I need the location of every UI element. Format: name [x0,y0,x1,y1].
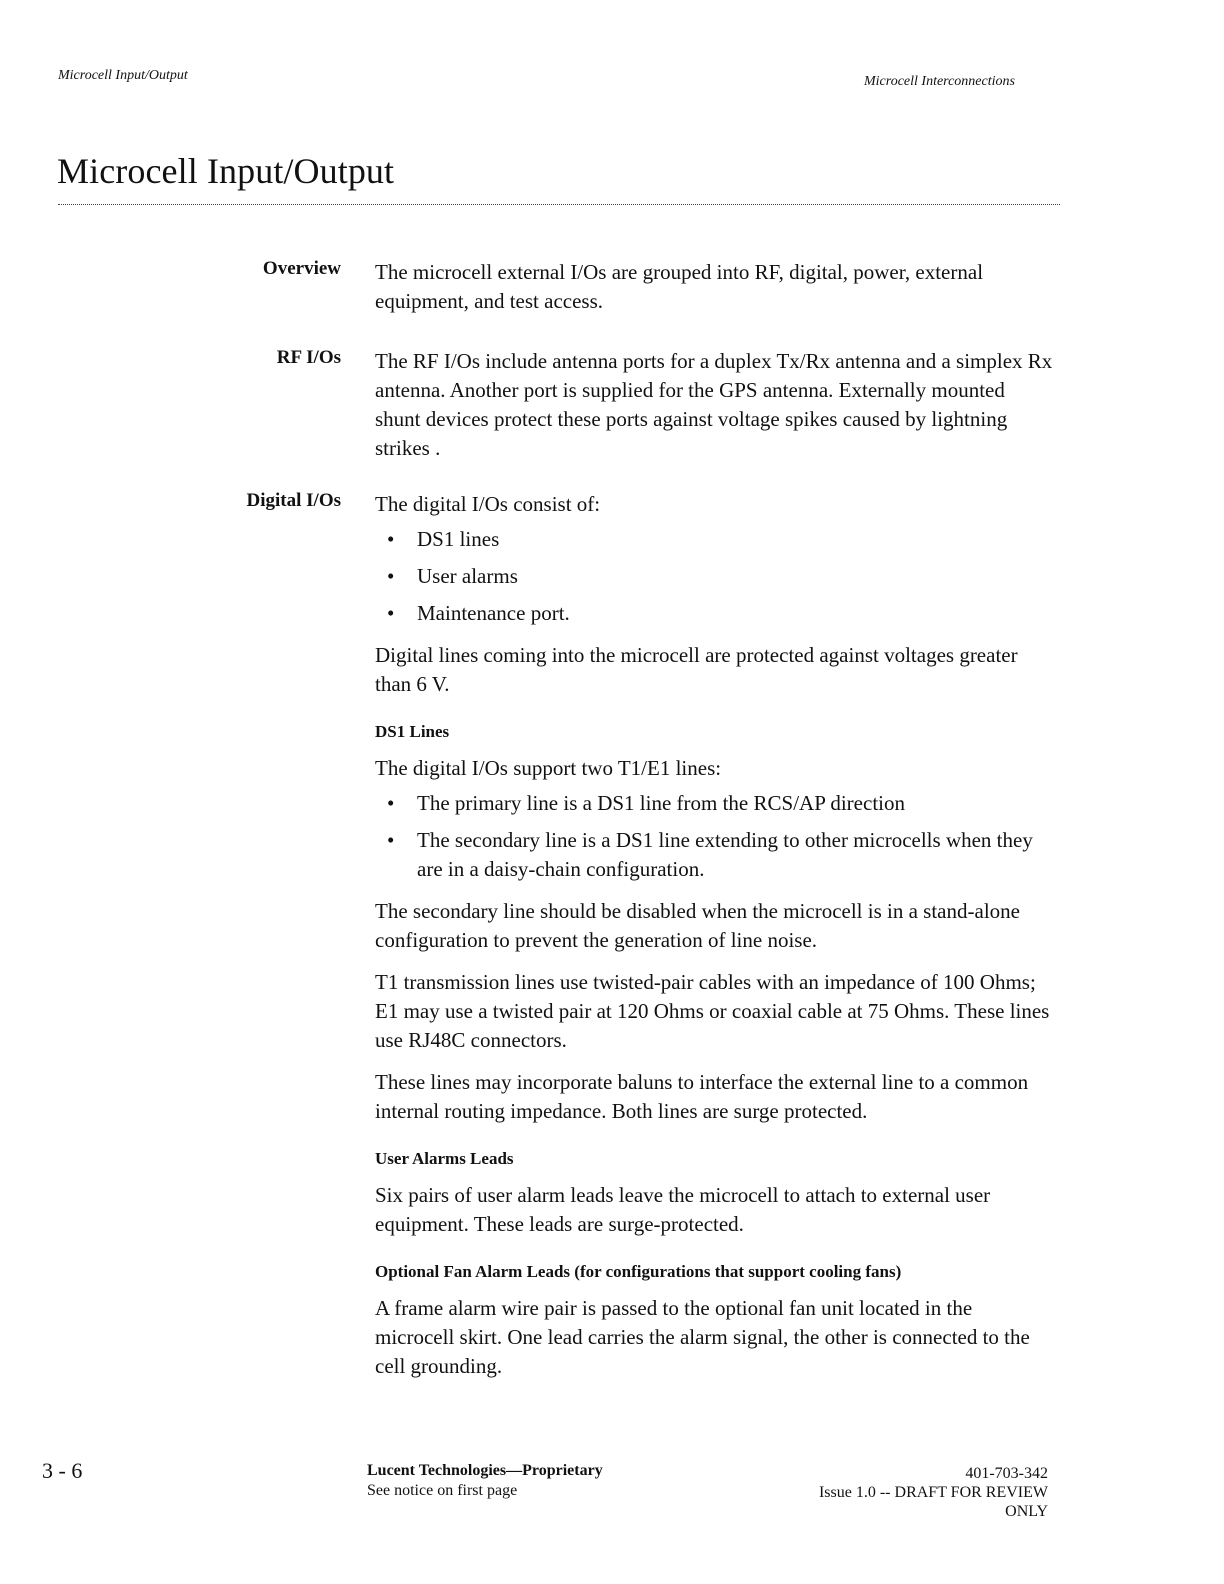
ds1-lines-para-1: The secondary line should be disabled when the microcell is in a stand-alone configuration to prevent the generation of line noise. [375,899,1020,952]
running-header-right: Microcell Interconnections [864,74,1015,89]
footer-issue-line-2: ONLY [1005,1503,1048,1520]
footer-company: Lucent Technologies—Proprietary [367,1462,603,1479]
title-divider [58,204,1060,205]
ds1-lines-list [375,789,1055,884]
fan-alarms-text: A frame alarm wire pair is passed to the optional fan unit located in the microcell skirt. One lead carries the alarm signal, the other is connected to the cell grounding. [375,1296,1030,1378]
digital-ios-list [375,525,1055,628]
page-number: 3 - 6 [42,1458,83,1483]
list-item: • The primary line is a DS1 line from the RCS/AP direction [387,791,905,815]
rf-ios-text: The RF I/Os include antenna ports for a duplex Tx/Rx antenna and a simplex Rx antenna. Another port is supplied for the GPS antenna. Externally mounted shunt devices protect these ports against voltage spikes caused by lightning strikes . [375,349,1053,460]
digital-ios-label: Digital I/Os [246,490,341,511]
ds1-lines-intro: The digital I/Os support two T1/E1 lines: [375,756,722,780]
ds1-lines-para-2: T1 transmission lines use twisted-pair cables with an impedance of 100 Ohms; E1 may use a twisted pair at 120 Ohms or coaxial cable at 75 Ohms. These lines use RJ48C connectors. [375,970,1050,1052]
list-item: • DS1 lines [387,527,500,551]
footer-right [819,1464,1048,1521]
digital-ios-intro: The digital I/Os consist of: [375,492,601,516]
list-item: • The secondary line is a DS1 line extending to other microcells when they are in a daisy-chain configuration. [387,828,1033,881]
digital-ios-protection: Digital lines coming into the microcell are protected against voltages greater than 6 V. [375,643,1018,696]
list-item: • Maintenance port. [387,601,570,625]
page-title: Microcell Input/Output [57,151,395,191]
footer-doc-number: 401-703-342 [965,1465,1048,1482]
user-alarms-heading: User Alarms Leads [375,1149,514,1168]
user-alarms-text: Six pairs of user alarm leads leave the microcell to attach to external user equipment. These leads are surge-protected. [375,1183,991,1236]
footer-notice: See notice on first page [367,1482,518,1499]
footer-issue-line-1: Issue 1.0 -- DRAFT FOR REVIEW [818,1484,1048,1501]
overview-text: The microcell external I/Os are grouped into RF, digital, power, external equipment, and test access. [375,260,984,313]
ds1-lines-heading: DS1 Lines [375,722,450,741]
rf-ios-label: RF I/Os [276,347,341,368]
running-header-left: Microcell Input/Output [58,68,188,83]
ds1-lines-para-3: These lines may incorporate baluns to interface the external line to a common internal routing impedance. Both lines are surge protected. [375,1070,1029,1123]
overview-label: Overview [262,258,341,279]
list-item: • User alarms [387,564,518,588]
fan-alarms-heading: Optional Fan Alarm Leads (for configurations that support cooling fans) [375,1262,902,1281]
footer-center [367,1461,603,1501]
